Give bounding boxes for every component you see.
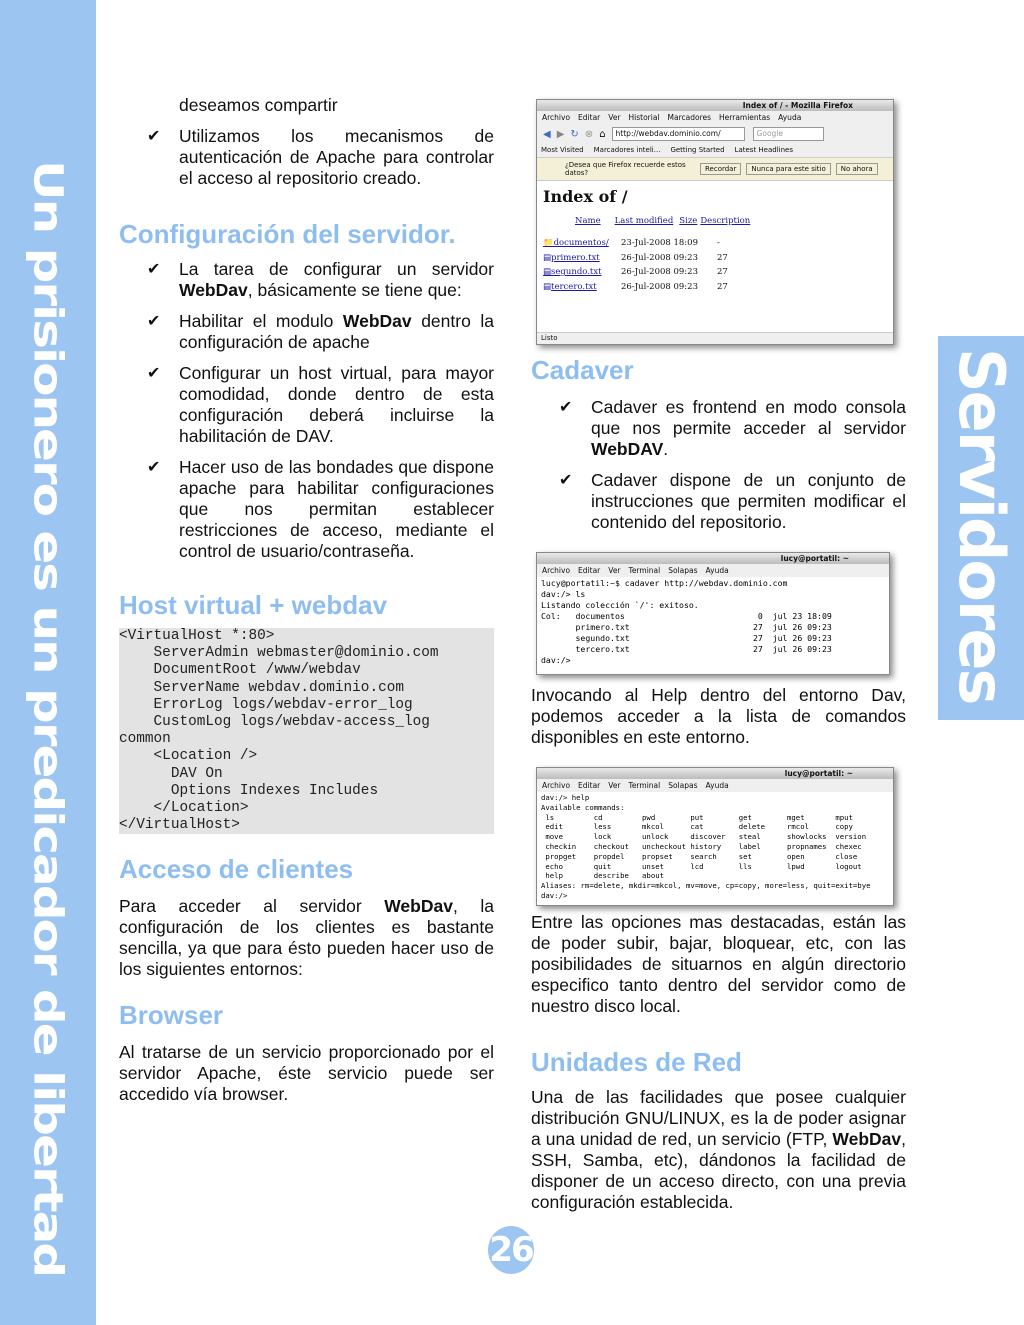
menu-item: Ayuda xyxy=(778,113,802,122)
help-paragraph: Invocando al Help dentro del entorno Dav, podemos acceder a la lista de comandos disponibles en este entorno. xyxy=(531,685,906,747)
heading-host-virtual: Host virtual + webdav xyxy=(119,590,388,620)
notice-button: Recordar xyxy=(700,163,741,175)
forward-icon: ▶ xyxy=(556,128,565,140)
terminal-output: lucy@portatil:~$ cadaver http://webdav.dominio.com dav:/> ls Listando colección `/': exitoso. Col: documentos 0 jul 23 18:09 primero.txt 27 jul 26 09:23 segundo.txt 27 jul 26 09:23 tercero.txt 27 jul 26 09:23 dav:/> xyxy=(541,578,832,665)
notice-button: No ahora xyxy=(836,163,878,175)
reload-icon: ↻ xyxy=(570,128,579,140)
checkmark-icon: ✔ xyxy=(147,365,161,382)
cadaver-list xyxy=(531,397,906,533)
back-icon: ◀ xyxy=(543,128,551,140)
checkmark-icon: ✔ xyxy=(147,313,161,330)
password-notice: ¿Desea que Firefox recuerde estos datos? Recordar Nunca para este sitio No ahora xyxy=(537,158,893,181)
bookmark-item: Most Visited xyxy=(541,146,584,154)
bullet-item: ✔ Cadaver es frontend en modo consola que nos permite acceder al servidor WebDAV. xyxy=(559,397,906,459)
menu-item: Editar xyxy=(578,113,601,122)
listing-header: Name Last modified Size Description xyxy=(575,216,751,226)
intro-continuation: deseamos compartir xyxy=(179,95,338,115)
options-paragraph: Entre las opciones mas destacadas, están las de poder subir, bajar, bloquear, etc, con las posibilidades de situarnos en algún directorio especifico tanto dentro del servidor como de nuestro disco local. xyxy=(531,912,906,1016)
checkmark-icon: ✔ xyxy=(559,472,573,489)
terminal-output: dav:/> help Available commands: ls cd pwd put get mget mput edit less mkcol cat delete rmcol copy move lock unlock discover steal showlocks version checkin checkout uncheckout history label propnames chexec propget propdel propset search set open close echo quit unset lcd lls lpwd logout help describe about Aliases: rm=delete, mkdir=mkcol, mv=move, cp=copy, more=less, quit=exit=bye dav:/> xyxy=(541,793,871,900)
section-tab xyxy=(938,336,1024,720)
checkmark-icon: ✔ xyxy=(147,459,161,476)
section-tab-label: Servidores xyxy=(945,348,1018,704)
window-titlebar: lucy@portatil: ~ xyxy=(537,553,889,564)
listing-row: ▤tercero.txt 26-Jul-2008 09:23 27 xyxy=(543,281,728,292)
bookmark-item: Marcadores inteli... xyxy=(593,146,661,154)
terminal-menubar: Archivo Editar Ver Terminal Solapas Ayuda xyxy=(537,779,893,792)
navigation-toolbar xyxy=(537,124,893,144)
listing-rows xyxy=(543,236,887,294)
bookmarks-toolbar xyxy=(537,144,893,158)
firefox-screenshot xyxy=(536,99,894,345)
status-bar: Listo xyxy=(537,332,894,344)
terminal-screenshot-help xyxy=(536,767,894,906)
window-titlebar: Index of / - Mozilla Firefox xyxy=(537,100,893,111)
page-content xyxy=(537,181,893,298)
left-column xyxy=(119,95,494,1105)
page-number: 26 xyxy=(488,1226,534,1274)
listing-row: ▤segundo.txt 26-Jul-2008 09:23 27 xyxy=(543,267,728,277)
notice-button: Nunca para este sitio xyxy=(746,163,830,175)
bullet-item: ✔ Hacer uso de las bondades que dispone apache para habilitar configuraciones que nos permitan establecer restricciones de acceso, mediante el control de usuario/contraseña. xyxy=(147,457,494,561)
listing-row: 📁documentos/ 23-Jul-2008 18:09 - xyxy=(543,238,720,248)
menu-item: Archivo xyxy=(542,113,571,122)
code-block: <VirtualHost *:80> ServerAdmin webmaster@dominio.com DocumentRoot /www/webdav ServerName webdav.dominio.com ErrorLog logs/webdav-error_log CustomLog logs/webdav-access_log common <Location /> DAV On Options Indexes Includes </Location> </VirtualHost> xyxy=(119,628,494,834)
home-icon: ⌂ xyxy=(599,128,606,140)
heading-cadaver: Cadaver xyxy=(531,355,634,385)
checkmark-icon: ✔ xyxy=(559,399,573,416)
unidades-paragraph: Una de las facilidades que posee cualquier distribución GNU/LINUX, es la de poder asignar a una unidad de red, un servicio (FTP, WebDav, SSH, Samba, etc), dándonos la facilidad de disponer de un acceso directo, con una previa configuración establecida. xyxy=(531,1087,906,1212)
browser-paragraph: Al tratarse de un servicio proporcionado por el servidor Apache, éste servicio puede ser accedido vía browser. xyxy=(119,1042,494,1105)
window-titlebar: lucy@portatil: ~ xyxy=(537,768,893,779)
side-title: Un prisionero es un predicador de libertad xyxy=(24,160,72,1277)
config-list xyxy=(119,259,494,562)
menu-item: Ver xyxy=(608,113,621,122)
firefox-menubar xyxy=(537,111,893,124)
url-bar: http://webdav.dominio.com/ xyxy=(612,127,745,141)
bullet-item: ✔ La tarea de configurar un servidor WebDav, básicamente se tiene que: xyxy=(147,259,494,300)
bookmark-item: Latest Headlines xyxy=(734,146,794,154)
stop-icon: ⊗ xyxy=(584,128,594,140)
menu-item: Historial xyxy=(628,113,660,122)
intro-list xyxy=(119,95,494,189)
acceso-paragraph: Para acceder al servidor WebDav, la configuración de los clientes es bastante sencilla, ya que para ésto pueden hacer uso de los siguientes entornos: xyxy=(119,896,494,980)
bookmark-item: Getting Started xyxy=(670,146,725,154)
heading-browser: Browser xyxy=(119,1000,224,1031)
heading-unidades: Unidades de Red xyxy=(531,1047,742,1077)
heading-acceso: Acceso de clientes xyxy=(119,854,354,885)
checkmark-icon: ✔ xyxy=(147,128,161,145)
index-heading: Index of / xyxy=(543,187,628,206)
checkmark-icon: ✔ xyxy=(147,261,161,278)
search-box: Google xyxy=(753,127,824,141)
menu-item: Marcadores xyxy=(667,113,712,122)
menu-item: Herramientas xyxy=(719,113,771,122)
listing-row: ▤primero.txt 26-Jul-2008 09:23 27 xyxy=(543,252,728,263)
bullet-item: ✔ Habilitar el modulo WebDav dentro la configuración de apache xyxy=(147,311,495,352)
left-sidebar-band xyxy=(0,0,96,1325)
terminal-menubar: Archivo Editar Ver Terminal Solapas Ayuda xyxy=(537,564,889,577)
heading-configuracion: Configuración del servidor. xyxy=(119,219,456,249)
bullet-item: ✔ Cadaver dispone de un conjunto de instrucciones que permiten modificar el contenido del repositorio. xyxy=(559,470,906,532)
bullet-item: ✔ Configurar un host virtual, para mayor comodidad, donde dentro de esta configuración deberá incluirse la habilitación de DAV. xyxy=(147,363,494,446)
bullet-item: ✔ Utilizamos los mecanismos de autenticación de Apache para controlar el acceso al repositorio creado. xyxy=(147,126,494,188)
terminal-screenshot-ls xyxy=(536,552,890,675)
